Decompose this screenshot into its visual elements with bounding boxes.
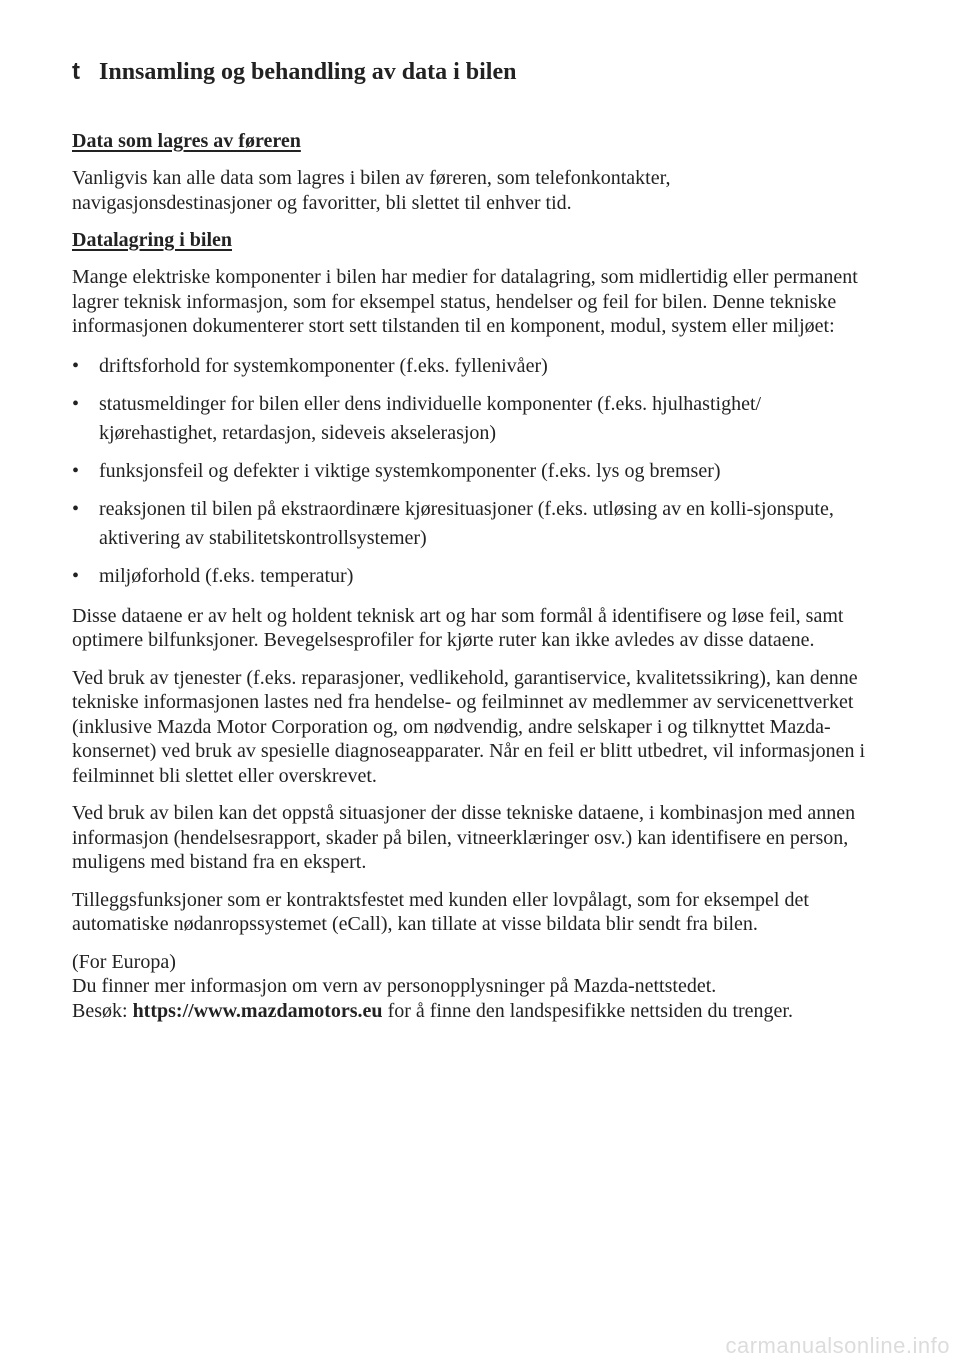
list-item: • reaksjonen til bilen på ekstraordinære kjøresituasjoner (f.eks. utløsing av en kolli-sjonspute, aktivering av stabilitetskontrollsystemer) xyxy=(72,495,872,553)
list-item: • statusmeldinger for bilen eller dens individuelle komponenter (f.eks. hjulhastighet/ kjørehastighet, retardasjon, sideveis akselerasjon) xyxy=(72,390,872,448)
heading-driver-data: Data som lagres av føreren xyxy=(72,130,301,152)
europe-label: (For Europa) xyxy=(72,950,176,973)
watermark: carmanualsonline.info xyxy=(725,1333,950,1358)
bullet-list xyxy=(72,352,872,591)
mazda-url-link[interactable]: https://www.mazdamotors.eu xyxy=(132,999,383,1022)
paragraph-driver-data: Vanligvis kan alle data som lagres i bilen av føreren, som telefonkontakter, navigasjonsdestinasjoner og favoritter, bli slettet til enhver tid. xyxy=(72,167,671,214)
section-marker-icon: t xyxy=(72,58,80,85)
list-item: • funksjonsfeil og defekter i viktige systemkomponenter (f.eks. lys og bremser) xyxy=(72,457,872,486)
bullet-icon: • xyxy=(72,564,80,587)
document-page xyxy=(72,58,872,1036)
bullet-icon: • xyxy=(72,354,80,377)
paragraph-europe xyxy=(72,950,872,1024)
paragraph-identification: Ved bruk av bilen kan det oppstå situasjoner der disse tekniske dataene, i kombinasjon med annen informasjon (hendelsesrapport, skader på bilen, vitneerklæringer osv.) kan identifisere en person, muligens med bistand fra en ekspert. xyxy=(72,802,856,873)
heading-data-storage: Datalagring i bilen xyxy=(72,229,233,251)
paragraph-additional-functions: Tilleggsfunksjoner som er kontraktsfestet med kunden eller lovpålagt, som for eksempel det automatiske nødanropssystemet (eCall), kan tillate at visse bildata blir sendt fra bilen. xyxy=(72,888,809,935)
visit-label: Besøk: xyxy=(72,999,128,1022)
list-item: • driftsforhold for systemkomponenter (f.eks. fyllenivåer) xyxy=(72,352,872,381)
paragraph-technical-nature: Disse dataene er av helt og holdent teknisk art og har som formål å identifisere og løse feil, samt optimere bilfunksjoner. Bevegelsesprofiler for kjørte ruter kan ikke avledes av disse dataene. xyxy=(72,604,844,651)
after-url-text: for å finne den landspesifikke nettsiden du trenger. xyxy=(387,999,793,1022)
bullet-icon: • xyxy=(72,497,80,520)
paragraph-service-use: Ved bruk av tjenester (f.eks. reparasjoner, vedlikehold, garantiservice, kvalitetssikring), kan denne tekniske informasjonen lastes ned fra hendelse- og feilminnet av medlemmer av servicenettverket (inklusive Mazda Motor Corporation og, om nødvendig, andre selskaper i og tilknyttet Mazda-konsernet) ved bruk av spesielle diagnoseapparater. Når en feil er blitt utbedret, vil informasjonen i feilminnet bli slettet eller overskrevet. xyxy=(72,666,866,787)
list-item: • miljøforhold (f.eks. temperatur) xyxy=(72,562,872,591)
bullet-icon: • xyxy=(72,459,80,482)
europe-info: Du finner mer informasjon om vern av personopplysninger på Mazda-nettstedet. xyxy=(72,975,717,997)
title-row xyxy=(72,58,872,86)
paragraph-data-storage-intro: Mange elektriske komponenter i bilen har medier for datalagring, som midlertidig eller permanent lagrer teknisk informasjon, som for eksempel status, hendelser og feil for bilen. Denne tekniske informasjonen dokumenterer stort sett tilstanden til en komponent, modul, system eller miljøet: xyxy=(72,266,858,337)
bullet-icon: • xyxy=(72,392,80,415)
page-title: Innsamling og behandling av data i bilen xyxy=(99,59,517,85)
